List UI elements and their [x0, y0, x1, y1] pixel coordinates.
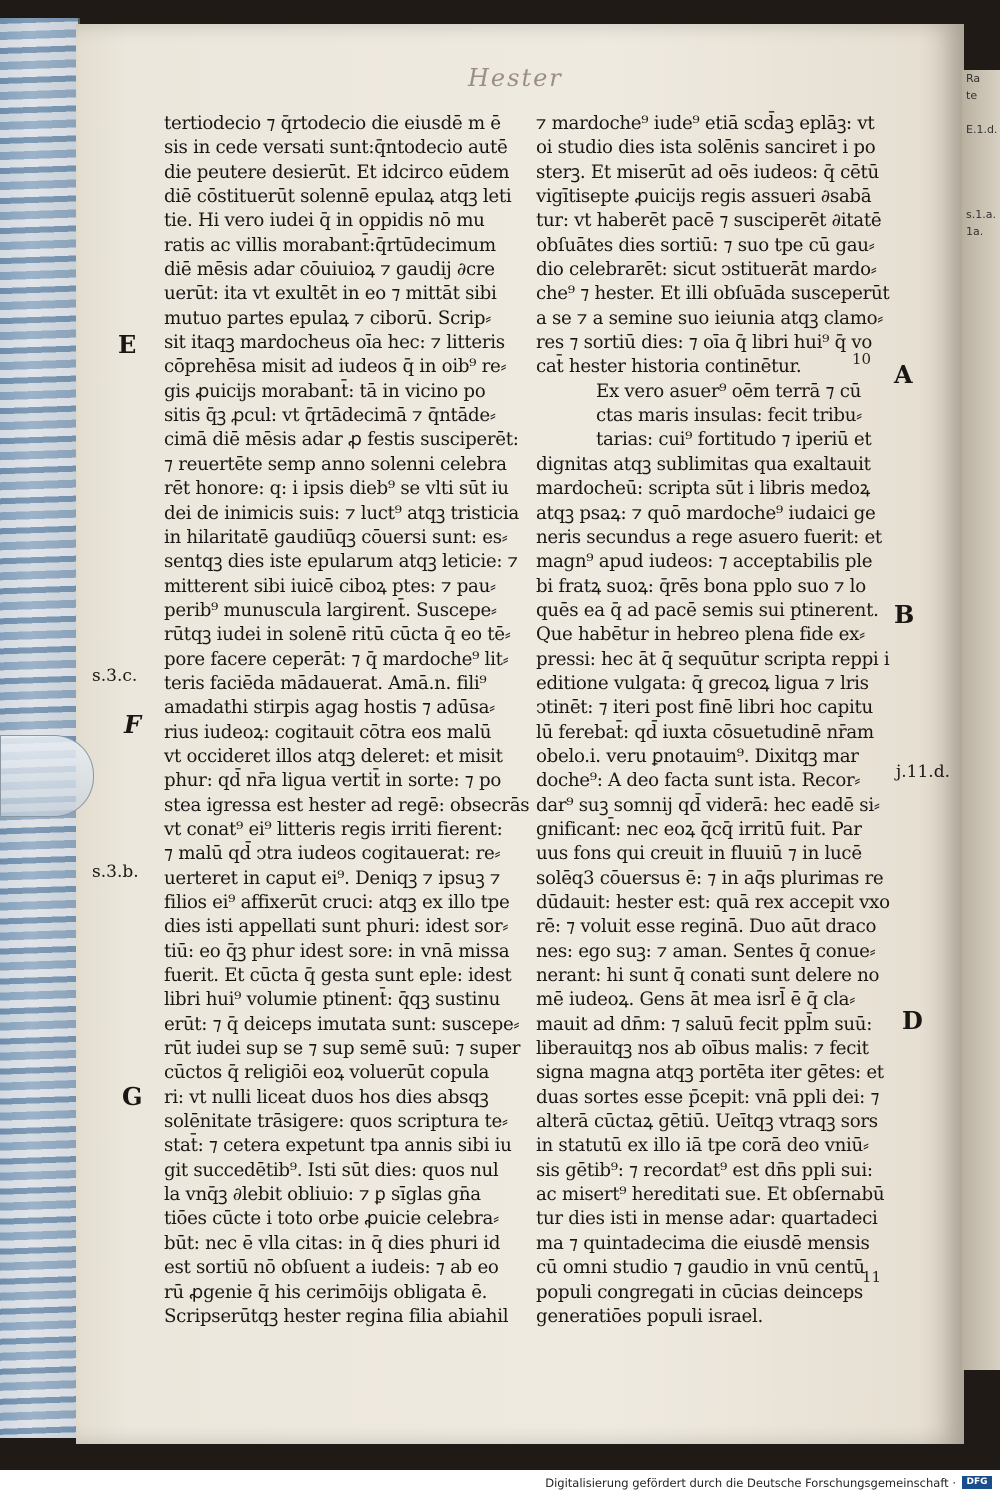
- right-column-line: gnificant̄: nec eoꝝ q̄cq̄ irritū fuit. Par: [536, 818, 862, 840]
- right-column-line: mē iudeoꝝ. Gens āt mea isrl̄ ē q̄ cla⸗: [536, 989, 855, 1011]
- left-column-line: uerteret in caput ei⁹. Deniqꝫ ⁊ ipsuꝫ ⁊: [164, 867, 501, 889]
- left-column-line: sis in cede versati sunt:q̄ntodecio autē: [164, 137, 508, 159]
- right-column-line: nes: ego suꝫ: ⁊ aman. Sentes q̄ conue⸗: [536, 940, 876, 962]
- left-column-line: sit itaqꝫ mardocheus oīa hec: ⁊ litteris: [164, 332, 505, 354]
- right-column-line: neris secundus a rege asuero fuerit: et: [536, 526, 882, 548]
- right-column-line: ma ⁊ quintadecima die eiusdē mensis: [536, 1232, 870, 1254]
- left-column-line: stat̄: ⁊ cetera expetunt tpa annis sibi iu: [164, 1135, 512, 1157]
- right-column-line: vigītisepte ꝓuicijs regis assueri ∂sabā: [536, 186, 872, 208]
- left-column-line: tertiodecio ⁊ q̄rtodecio die eiusdē m ē: [164, 113, 501, 134]
- right-column-line: tur dies isti in mense adar: quartadeci: [536, 1208, 878, 1230]
- left-column-line: git succedētib⁹. Isti sūt dies: quos nul: [164, 1159, 499, 1181]
- right-column-line: dignitas atqꝫ sublimitas qua exaltauit: [536, 453, 871, 475]
- left-column-line: solēnitate trāsigere: quos scriptura te⸗: [164, 1111, 508, 1133]
- left-column-line: erūt: ⁊ q̄ deiceps imutata sunt: suscepe⸗: [164, 1013, 520, 1035]
- right-column-line: ↄtinēt: ⁊ iteri post finē libri hoc capitu: [536, 697, 873, 719]
- right-column-line: cū omni studio ⁊ gaudio in vnū centū: [536, 1257, 865, 1279]
- right-column-line: alterā cūctaꝝ gētiū. Ueītqꝫ vtraqꝫ sors: [536, 1111, 878, 1133]
- right-column-line: cat̄ hester historia continētur.: [536, 356, 802, 378]
- left-column-line: amadathi stirpis agag hostis ⁊ adūsa⸗: [164, 697, 495, 719]
- left-column-line: rius iudeoꝝ: cogitauit cōtra eos malū: [164, 721, 492, 743]
- right-column-line: rē: ⁊ voluit esse reginā. Duo aūt draco: [536, 916, 877, 938]
- left-column-line: vt occideret illos atqꝫ deleret: et misit: [164, 745, 503, 767]
- left-column-line: filios ei⁹ affixerūt cruci: atqꝫ ex illo tpe: [164, 892, 510, 913]
- left-column-line: ⁊ reuertēte semp anno solenni celebra: [164, 453, 507, 475]
- left-column-line: mutuo partes epulaꝝ ⁊ ciborū. Scrip⸗: [164, 307, 491, 329]
- right-column-line: dio celebrarēt: sicut ↄstituerāt mardo⸗: [536, 259, 877, 281]
- left-column-line: mitterent sibi iuicē ciboꝝ ptes: ⁊ pau⸗: [164, 575, 496, 597]
- left-column-line: libri hui⁹ volumie ptinent̄: q̄qꝫ sustinu: [164, 989, 501, 1011]
- right-column-line: doche⁹: A deo facta sunt ista. Recor⸗: [536, 770, 861, 792]
- right-column-line: generatiōes populi israel.: [536, 1305, 763, 1327]
- left-column-line: est sortiū nō obſuent a iudeis: ⁊ ab eo: [164, 1257, 499, 1279]
- left-column-line: ri: vt nulli liceat duos hos dies absqꝫ: [164, 1086, 489, 1108]
- right-column-line: populi congregati in cūcias deinceps: [536, 1281, 863, 1303]
- right-column-line: ctas maris insulas: fecit tribu⸗: [596, 405, 862, 427]
- left-column-line: tie. Hi vero iudei q̄ in oppidis nō mu: [164, 210, 485, 232]
- left-column-line: uerūt: ita vt exultēt in eo ⁊ mittāt sibi: [164, 283, 497, 305]
- right-column-line: res ⁊ sortiū dies: ⁊ oīa q̄ libri hui⁹ q̄ vo: [536, 332, 873, 354]
- right-column-line: in statutū ex illo iā tpe corā deo vniū⸗: [536, 1135, 869, 1157]
- right-column-line: oi studio dies ista solēnis sanciret i po: [536, 137, 876, 159]
- left-column-line: cōprehēsa misit ad iudeos q̄ in oib⁹ re⸗: [164, 356, 507, 378]
- right-column-line: sterꝫ. Et miserūt ad oēs iudeos: q̄ cētū: [536, 161, 879, 183]
- right-column-line: ⁊ mardoche⁹ iude⁹ etiā scd̄aꝫ eplāꝫ: vt: [536, 113, 875, 134]
- left-column-line: in hilaritatē gaudiūqꝫ cōuersi sunt: es⸗: [164, 526, 508, 548]
- right-column-line: obſuātes dies sortiū: ⁊ suo tpe cū gau⸗: [536, 234, 875, 256]
- right-text-column: [536, 112, 896, 1329]
- right-column-line: bi fratꝝ suoꝝ: q̄rēs bona pplo suo ⁊ lo: [536, 575, 866, 597]
- right-column-line: signa magna atqꝫ portēta iter gētes: et: [536, 1062, 884, 1084]
- page-clip: [0, 735, 94, 817]
- margin-ref-s3b: s.3.b.: [92, 862, 139, 882]
- left-column-line: perib⁹ munuscula largirent̄. Suscepe⸗: [164, 599, 497, 621]
- left-column-line: ⁊ malū qd̄ ↄtra iudeos cogitauerat: re⸗: [164, 843, 501, 865]
- right-column-line: sis gētib⁹: ⁊ recordat⁹ est dn̄s ppli sui:: [536, 1159, 873, 1181]
- right-column-line: a se ⁊ a semine suo ieiunia atqꝫ clamo⸗: [536, 307, 884, 329]
- left-column-line: pore facere ceperāt: ⁊ q̄ mardoche⁹ lit⸗: [164, 648, 509, 670]
- left-column-line: cimā diē mēsis adar ꝓ festis susciperēt:: [164, 429, 519, 451]
- right-column-line: che⁹ ⁊ hester. Et illi obſuāda susceperūt: [536, 283, 890, 305]
- left-column-line: diē cōstituerūt solennē epulaꝝ atqꝫ leti: [164, 186, 512, 208]
- left-column-line: fuerit. Et cūcta q̄ gesta sunt eple: idest: [164, 965, 512, 987]
- right-column-line: quēs ea q̄ ad pacē semis sui ptinerent.: [536, 599, 879, 621]
- footer-credit: Digitalisierung gefördert durch die Deutsche Forschungsgemeinschaft ·: [545, 1476, 956, 1490]
- left-column-line: gis ꝓuicijs morabant̄: tā in vicino po: [164, 380, 486, 402]
- left-column-line: ratis ac villis morabant̄:q̄rtūdecimum: [164, 234, 496, 256]
- left-column-line: rūt iudei sup se ⁊ sup semē suū: ⁊ super: [164, 1038, 521, 1060]
- right-column-line: atqꝫ psaꝝ: ⁊ quō mardoche⁹ iudaici ge: [536, 502, 876, 524]
- margin-letter-a: A: [894, 360, 913, 389]
- margin-ref-j11d: j.11.d.: [896, 762, 950, 782]
- left-column-line: rūtqꝫ iudei in solenē ritū cūcta q̄ eo tē⸗: [164, 624, 511, 646]
- left-column-line: rū ꝓgenie q̄ his cerimōijs obligata ē.: [164, 1281, 488, 1303]
- left-column-line: teris faciēda mādauerat. Amā.n. fili⁹: [164, 672, 487, 694]
- right-column-line: pressi: hec āt q̄ sequūtur scripta reppi i: [536, 648, 890, 670]
- right-column-line: dar⁹ suꝫ somnij qd̄ viderā: hec eadē si⸗: [536, 794, 880, 816]
- facing-page-fragments: Ra te E.1.d. s.1.a. 1a.: [966, 72, 998, 238]
- left-column-line: diē mēsis adar cōuiuioꝝ ⁊ gaudij ∂cre: [164, 259, 495, 281]
- verse-number-10: 10: [852, 350, 872, 368]
- right-column-line: solēq3 cōuersus ē: ⁊ in aq̄s plurimas re: [536, 867, 884, 889]
- right-column-line: magn⁹ apud iudeos: ⁊ acceptabilis ple: [536, 551, 873, 573]
- book-fore-edge: [0, 18, 80, 1438]
- left-column-line: būt: nec ē vlla citas: in q̄ dies phuri id: [164, 1232, 501, 1254]
- margin-letter-d: D: [902, 1006, 923, 1035]
- margin-letter-e: E: [118, 330, 137, 359]
- dfg-logo: DFG: [962, 1476, 992, 1489]
- margin-ref-s3c: s.3.c.: [92, 666, 138, 686]
- facing-page-edge: [962, 70, 1000, 1370]
- left-column-line: vt conat⁹ ei⁹ litteris regis irriti fierent:: [164, 818, 503, 840]
- left-column-line: die peutere desierūt. Et idcirco eūdem: [164, 161, 510, 183]
- right-column-line: tarias: cui⁹ fortitudo ⁊ iperiū et: [596, 429, 872, 451]
- right-column-line: uus fons qui creuit in fluuiū ⁊ in lucē: [536, 843, 862, 865]
- right-column-line: duas sortes esse p̄cepit: vnā ppli dei: ⁊: [536, 1086, 880, 1108]
- left-column-line: sentqꝫ dies iste epularum atqꝫ leticie: ⁊: [164, 551, 518, 573]
- left-column-line: sitis q̄ꝫ ꝓcul: vt q̄rtādecimā ⁊ q̄ntāde⸗: [164, 405, 496, 427]
- left-column-line: Scripserūtqꝫ hester regina filia abiahil: [164, 1305, 509, 1327]
- right-column-line: dūdauit: hester est: quā rex accepit vxo: [536, 892, 890, 913]
- right-column-line: mauit ad dn̄m: ⁊ saluū fecit ppl̄m suū:: [536, 1013, 873, 1035]
- verse-number-11: 11: [862, 1268, 882, 1286]
- left-column-line: cūctos q̄ religiōi eoꝝ voluerūt copula: [164, 1062, 490, 1084]
- footer-strip: [0, 1470, 1000, 1496]
- margin-letter-g: G: [122, 1082, 143, 1111]
- right-column-line: nerant: hi sunt q̄ conati sunt delere no: [536, 965, 880, 987]
- right-column-line: Que habētur in hebreo plena fide ex⸗: [536, 624, 865, 646]
- left-column-line: la vnq̄ꝫ ∂lebit obliuio: ⁊ ꝑ sīglas gn̄a: [164, 1184, 481, 1206]
- right-column-line: mardocheū: scripta sūt i libris medoꝝ: [536, 478, 870, 500]
- left-column-line: tiū: eo q̄ꝫ phur idest sore: in vnā missa: [164, 940, 510, 962]
- right-column-line: tur: vt haberēt pacē ⁊ susciperēt ∂itatē: [536, 210, 882, 232]
- left-column-line: dei de inimicis suis: ⁊ luct⁹ atqꝫ tristicia: [164, 502, 519, 524]
- left-column-line: stea igressa est hester ad regē: obsecrās: [164, 794, 530, 816]
- left-column-line: dies isti appellati sunt phuri: idest sor⸗: [164, 916, 509, 938]
- left-column-line: rēt honore: q: i ipsis dieb⁹ se vlti sūt iu: [164, 478, 509, 500]
- right-column-line: Ex vero asuer⁹ oēm terrā ⁊ cū: [596, 380, 862, 402]
- right-column-line: ac misert⁹ hereditati sue. Et obſernabū: [536, 1184, 885, 1206]
- right-column-line: obelo.i. veru ꝑnotauim⁹. Dixitqꝫ mar: [536, 745, 859, 767]
- left-column-line: phur: qd̄ nr̄a ligua vertit̄ in sorte: ⁊ po: [164, 770, 502, 792]
- running-head: Hester: [468, 64, 563, 92]
- margin-letter-b: B: [894, 600, 915, 629]
- margin-letter-f: F: [124, 710, 142, 739]
- left-text-column: [164, 112, 530, 1329]
- right-column-line: editione vulgata: q̄ grecoꝝ ligua ⁊ lris: [536, 672, 869, 694]
- right-column-line: liberauitqꝫ nos ab oībus malis: ⁊ fecit: [536, 1038, 869, 1060]
- left-column-line: tiōes cūcte i toto orbe ꝓuicie celebra⸗: [164, 1208, 499, 1230]
- right-column-line: lū ferebat̄: qd̄ iuxta cōsuetudinē nr̄am: [536, 721, 874, 743]
